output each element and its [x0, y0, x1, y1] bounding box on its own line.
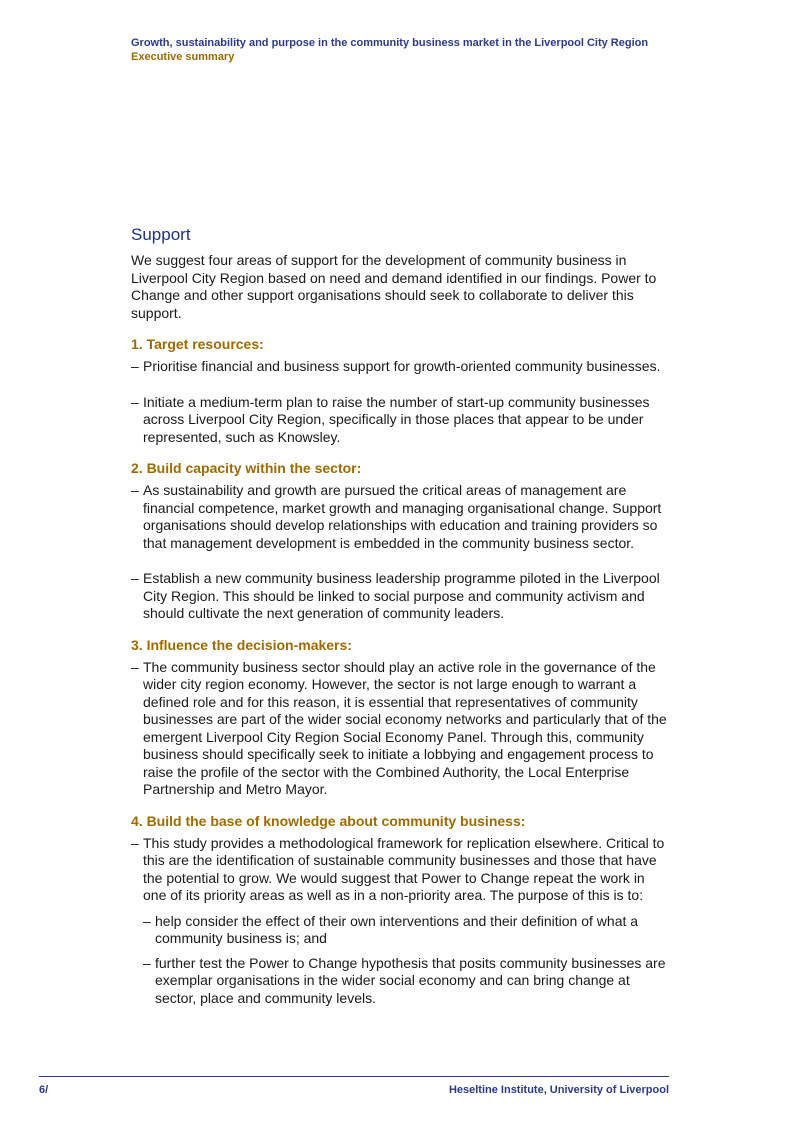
footer-divider [39, 1076, 669, 1077]
support-area-2 [131, 460, 671, 623]
list-item: – The community business sector should play an active role in the governance of the wider city region economy. However, the sector is not large enough to warrant a defined role and for this reason, it is essential that representatives of community businesses are part of the wider social economy networks and particularly that of the emergent Liverpool City Region Social Economy Panel. Through this, community business should specifically seek to initiate a lobbying and engagement process to raise the profile of the sector with the Combined Authority, the Local Enterprise Partnership and Metro Mayor. [131, 659, 671, 799]
list-item [131, 835, 671, 1008]
chapter-title: Executive summary [131, 51, 235, 63]
area-points [131, 659, 671, 799]
support-area-3 [131, 637, 671, 799]
area-heading: 4. Build the base of knowledge about community business: [131, 812, 526, 829]
area-heading: 2. Build capacity within the sector: [131, 460, 362, 476]
running-header [131, 36, 731, 64]
sub-list-item: – further test the Power to Change hypothesis that posits community businesses are exemplar organisations in the wider social economy and can bring change at sector, place and community levels. [143, 955, 671, 1008]
support-area-4 [131, 813, 671, 1008]
area-points [131, 835, 671, 1008]
list-item: – Initiate a medium-term plan to raise the number of start-up community businesses across Liverpool City Region, specifically in those places that appear to be under represented, such as Knowsley. [131, 394, 671, 447]
report-title: Growth, sustainability and purpose in the community business market in the Liverpool City Region [131, 37, 649, 49]
sub-list-item: – help consider the effect of their own interventions and their definition of what a community business is; and [143, 913, 671, 948]
main-content [131, 224, 671, 1016]
sub-points [143, 913, 671, 1008]
list-item: – Establish a new community business leadership programme piloted in the Liverpool City Region. This should be linked to social purpose and community activism and should cultivate the next generation of community leaders. [131, 570, 671, 623]
list-item-text: This study provides a methodological framework for replication elsewhere. Critical to this are the identification of sustainable community businesses and those that have the potential to grow. We would suggest that Power to Change repeat the work in one of its priority areas as well as in a non-priority area. The purpose of this is to: [143, 834, 665, 903]
support-area-1 [131, 336, 671, 446]
page-number: 6/ [39, 1084, 49, 1096]
footer-organisation: Heseltine Institute, University of Liverpool [448, 1084, 669, 1096]
list-item: – Prioritise financial and business support for growth-oriented community businesses. [131, 358, 671, 376]
area-points [131, 358, 671, 446]
intro-paragraph: We suggest four areas of support for the development of community business in Liverpool City Region based on need and demand identified in our findings. Power to Change and other support organisations should seek to collaborate to deliver this support. [131, 252, 657, 321]
list-item: – As sustainability and growth are pursued the critical areas of management are financial competence, market growth and managing organisational change. Support organisations should develop relationships with education and training providers so that management development is embedded in the community business sector. [131, 482, 671, 552]
area-heading: 1. Target resources: [131, 336, 264, 352]
area-points [131, 482, 671, 623]
section-heading: Support [131, 225, 191, 244]
area-heading: 3. Influence the decision-makers: [131, 636, 352, 653]
